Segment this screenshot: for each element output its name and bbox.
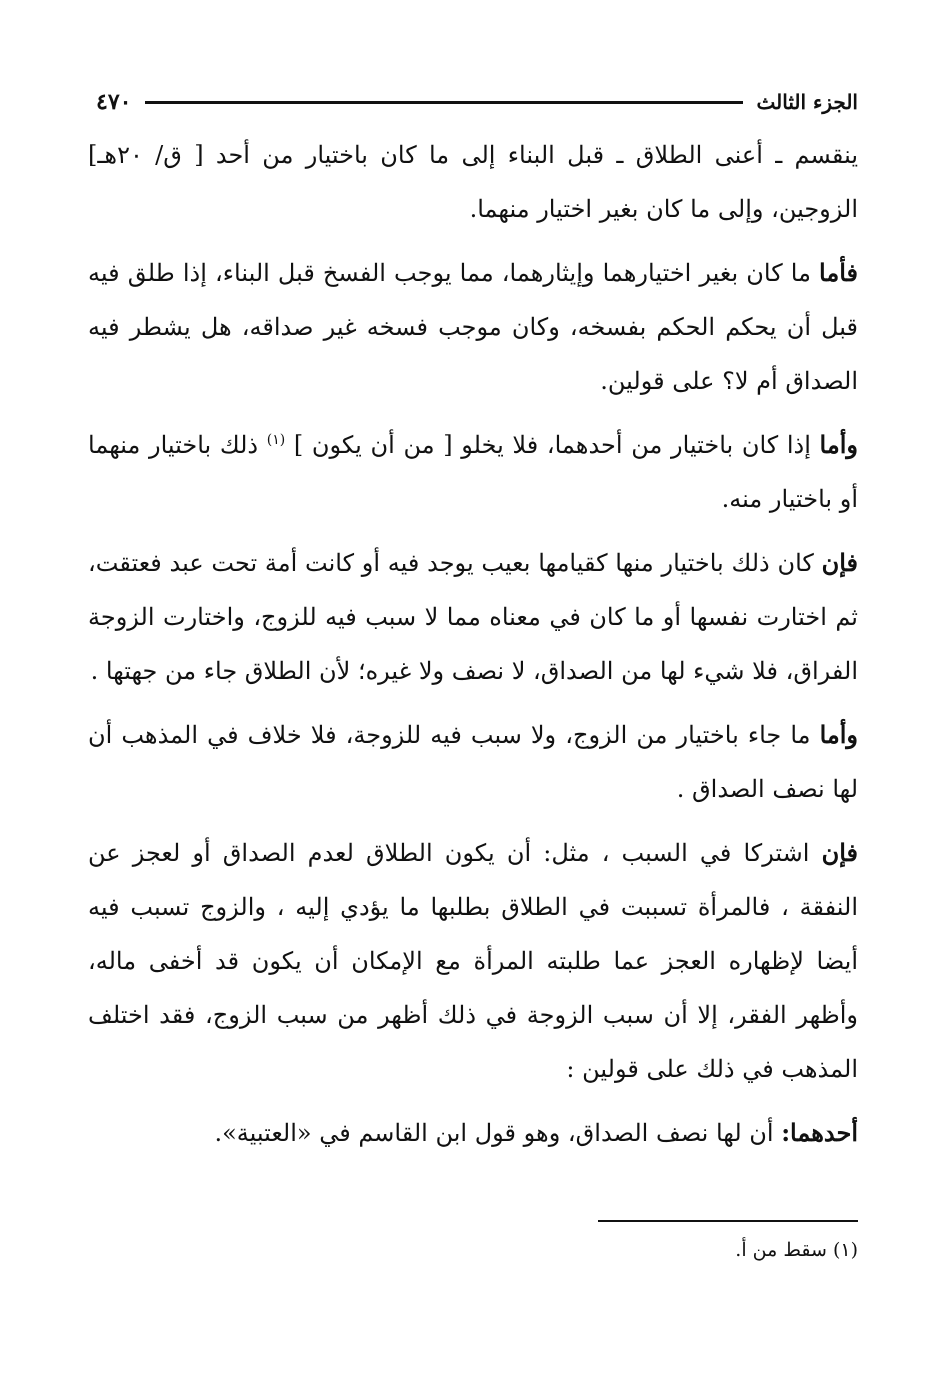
paragraph-7 (88, 1106, 858, 1162)
paragraph-2 (88, 246, 858, 410)
paragraph-1 (88, 128, 858, 238)
footnote-reference[interactable]: (١) (266, 432, 286, 448)
paragraph-text: اشتركا في السبب ، مثل: أن يكون الطلاق لعدم الصداق أو لعجز عن النفقة ، فالمرأة تسببت في الطلاق بطلبها ما يؤدي إليه ، والزوج تسبب فيه أيضا لإظهاره العجز عما طلبته المرأة مع الإمكان أن يكون قد أخفى ماله، وأظهر الفقر، إلا أن سبب الزوجة في ذلك أظهر من سبب الزوج، فقد اختلف المذهب في ذلك على قولين : (88, 839, 858, 1083)
paragraph-lead: وأما (819, 430, 858, 459)
paragraph-lead: فإن (821, 548, 858, 577)
book-page (88, 82, 858, 1170)
paragraph-text-continued: ذلك باختيار منهما أو باختيار منه. (88, 431, 858, 513)
footnote-rule (598, 1220, 858, 1222)
paragraph-lead: فأما (819, 258, 858, 287)
paragraph-text: كان ذلك باختيار منها كقيامها بعيب يوجد فيه أو كانت أمة تحت عبد فعتقت، ثم اختارت نفسها أو ما كان في معناه مما لا سبب فيه للزوج، واختارت الزوجة الفراق، فلا شيء لها من الصداق، لا نصف ولا غيره؛ لأن الطلاق جاء من جهتها . (88, 549, 858, 685)
paragraph-lead: فإن (821, 838, 858, 867)
page-number: ٤٧٠ (96, 89, 132, 115)
paragraph-text: ما كان بغير اختيارهما وإيثارهما، مما يوجب الفسخ قبل البناء، إذا طلق فيه قبل أن يحكم الحكم بفسخه، وكان موجب فسخه غير صداقه، هل يشطر فيه الصداق أم لا؟ على قولين. (88, 259, 858, 395)
paragraph-3 (88, 418, 858, 528)
paragraph-text: أن لها نصف الصداق، وهو قول ابن القاسم في «العتبية». (214, 1119, 782, 1147)
paragraph-text: ما جاء باختيار من الزوج، ولا سبب فيه للزوجة، فلا خلاف في المذهب أن لها نصف الصداق . (88, 721, 858, 803)
body-text (88, 128, 858, 1162)
paragraph-lead: أحدهما: (781, 1118, 858, 1147)
paragraph-6 (88, 826, 858, 1098)
running-header (88, 82, 858, 122)
paragraph-text: ينقسم ـ أعنى الطلاق ـ قبل البناء إلى ما كان باختيار من أحد [ ق/ ٢٠هـ] الزوجين، وإلى ما كان بغير اختيار منهما. (88, 141, 858, 223)
paragraph-text: إذا كان باختيار من أحدهما، فلا يخلو [ من أن يكون ] (285, 431, 820, 459)
paragraph-lead: وأما (819, 720, 858, 749)
paragraph-5 (88, 708, 858, 818)
header-rule (145, 101, 742, 104)
footnote: (١) سقط من أ. (735, 1239, 858, 1261)
paragraph-4 (88, 536, 858, 700)
part-title: الجزء الثالث (756, 90, 858, 114)
